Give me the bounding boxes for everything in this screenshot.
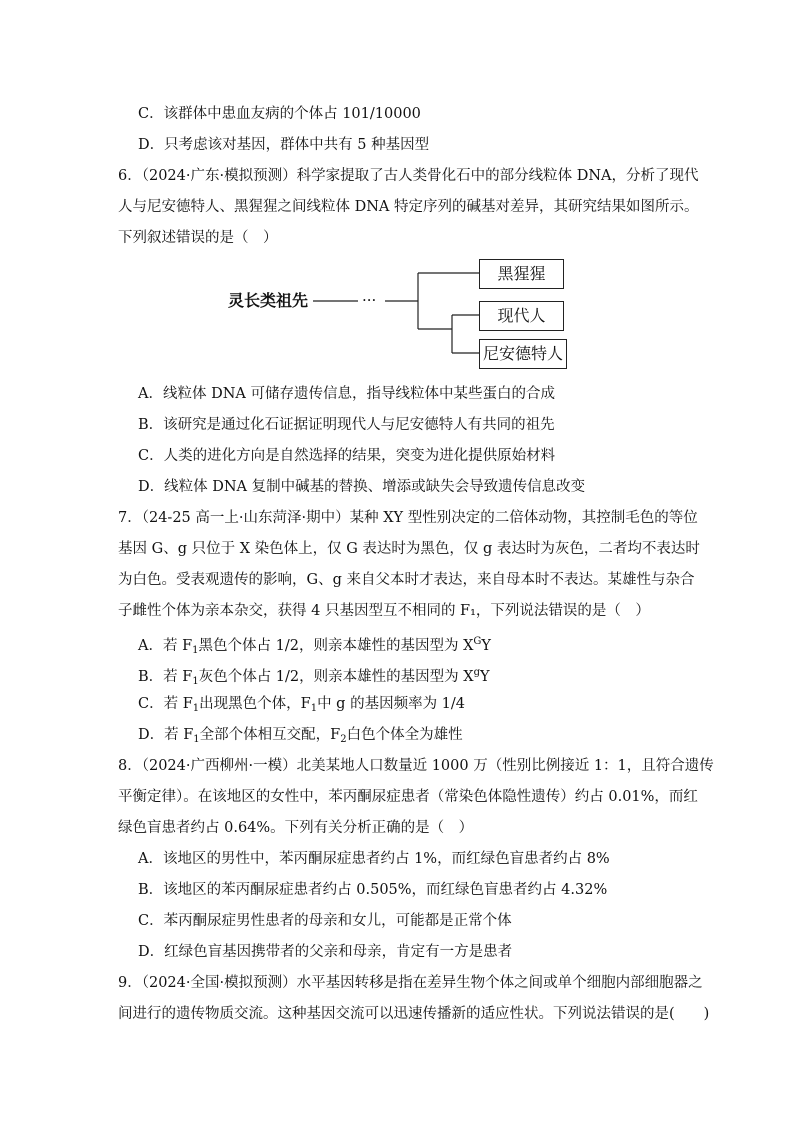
- q8-option-a: A．该地区的男性中，苯丙酮尿症患者约占 1%，而红绿色盲患者约占 8%: [138, 851, 610, 867]
- q7-stem-line3: 为白色。受表观遗传的影响，G、g 来自父本时才表达，来自母本时不表达。某雄性与杂合: [118, 572, 695, 588]
- diagram-branch-lines: [0, 0, 794, 400]
- q7-option-b: B．若 $F_1$灰色个体占 1/2，则亲本雄性的基因型为 $X^gY$: [138, 667, 490, 687]
- q8-option-b: B．该地区的苯丙酮尿症患者约占 0.505%，而红绿色盲患者约占 4.32%: [138, 882, 608, 898]
- q7-stem-line1: 7．（24-25 高一上·山东菏泽·期中）某种 XY 型性别决定的二倍体动物，其控制毛色的等位: [118, 510, 698, 526]
- q6-option-c: C．人类的进化方向是自然选择的结果，突变为进化提供原始材料: [138, 448, 556, 464]
- q8-stem-line3: 绿色盲患者约占 0.64%。下列有关分析正确的是（ ）: [118, 820, 474, 836]
- diagram-box-modern-human: 现代人: [479, 301, 564, 331]
- diagram-box-chimpanzee: 黑猩猩: [479, 259, 564, 289]
- q5-option-c: C．该群体中患血友病的个体占 101/10000: [138, 106, 421, 122]
- q6-option-b: B．该研究是通过化石证据证明现代人与尼安德特人有共同的祖先: [138, 417, 555, 433]
- q7-option-c: C．若 $F_1$出现黑色个体，$F_1$中 g 的基因频率为 1/4: [138, 696, 466, 714]
- q5-option-d: D．只考虑该对基因，群体中共有 5 种基因型: [138, 137, 430, 153]
- q6-option-d: D．线粒体 DNA 复制中碱基的替换、增添或缺失会导致遗传信息改变: [138, 479, 586, 495]
- q9-stem-line1: 9．（2024·全国·模拟预测）水平基因转移是指在差异生物个体之间或单个细胞内部细胞器之: [118, 975, 703, 991]
- q7-option-d: D．若 $F_1$全部个体相互交配，$F_2$白色个体全为雄性: [138, 727, 463, 745]
- diagram-ellipsis: ···: [362, 291, 377, 309]
- diagram-box-neanderthal: 尼安德特人: [479, 339, 567, 369]
- q7-stem-line4: 子雌性个体为亲本杂交，获得 4 只基因型互不相同的 F₁，下列说法错误的是（ ）: [118, 603, 650, 619]
- q7-stem-line2: 基因 G、g 只位于 X 染色体上，仅 G 表达时为黑色，仅 g 表达时为灰色，二者均不表达时: [118, 541, 700, 557]
- q6-stem-line3: 下列叙述错误的是（ ）: [118, 230, 278, 246]
- q8-option-c: C．苯丙酮尿症男性患者的母亲和女儿，可能都是正常个体: [138, 913, 512, 929]
- diagram-ancestor-label: 灵长类祖先: [228, 291, 309, 310]
- q9-stem-line2: 间进行的遗传物质交流。这种基因交流可以迅速传播新的适应性状。下列说法错误的是( ): [118, 1006, 710, 1022]
- q6-stem-line2: 人与尼安德特人、黑猩猩之间线粒体 DNA 特定序列的碱基对差异，其研究结果如图所示。: [118, 199, 699, 215]
- q8-stem-line2: 平衡定律）。在该地区的女性中，苯丙酮尿症患者（常染色体隐性遗传）约占 0.01%，而红: [118, 789, 698, 805]
- q6-stem-line1: 6．（2024·广东·模拟预测）科学家提取了古人类骨化石中的部分线粒体 DNA，分析了现代: [118, 168, 699, 184]
- q6-option-a: A．线粒体 DNA 可储存遗传信息，指导线粒体中某些蛋白的合成: [138, 386, 555, 402]
- q8-stem-line1: 8．（2024·广西柳州·一模）北美某地人口数量近 1000 万（性别比例接近 1：1，且符合遗传: [118, 758, 714, 774]
- q8-option-d: D．红绿色盲基因携带者的父亲和母亲，肯定有一方是患者: [138, 944, 513, 960]
- q7-option-a: A．若 $F_1$黑色个体占 1/2，则亲本雄性的基因型为 $X^GY$: [138, 636, 491, 656]
